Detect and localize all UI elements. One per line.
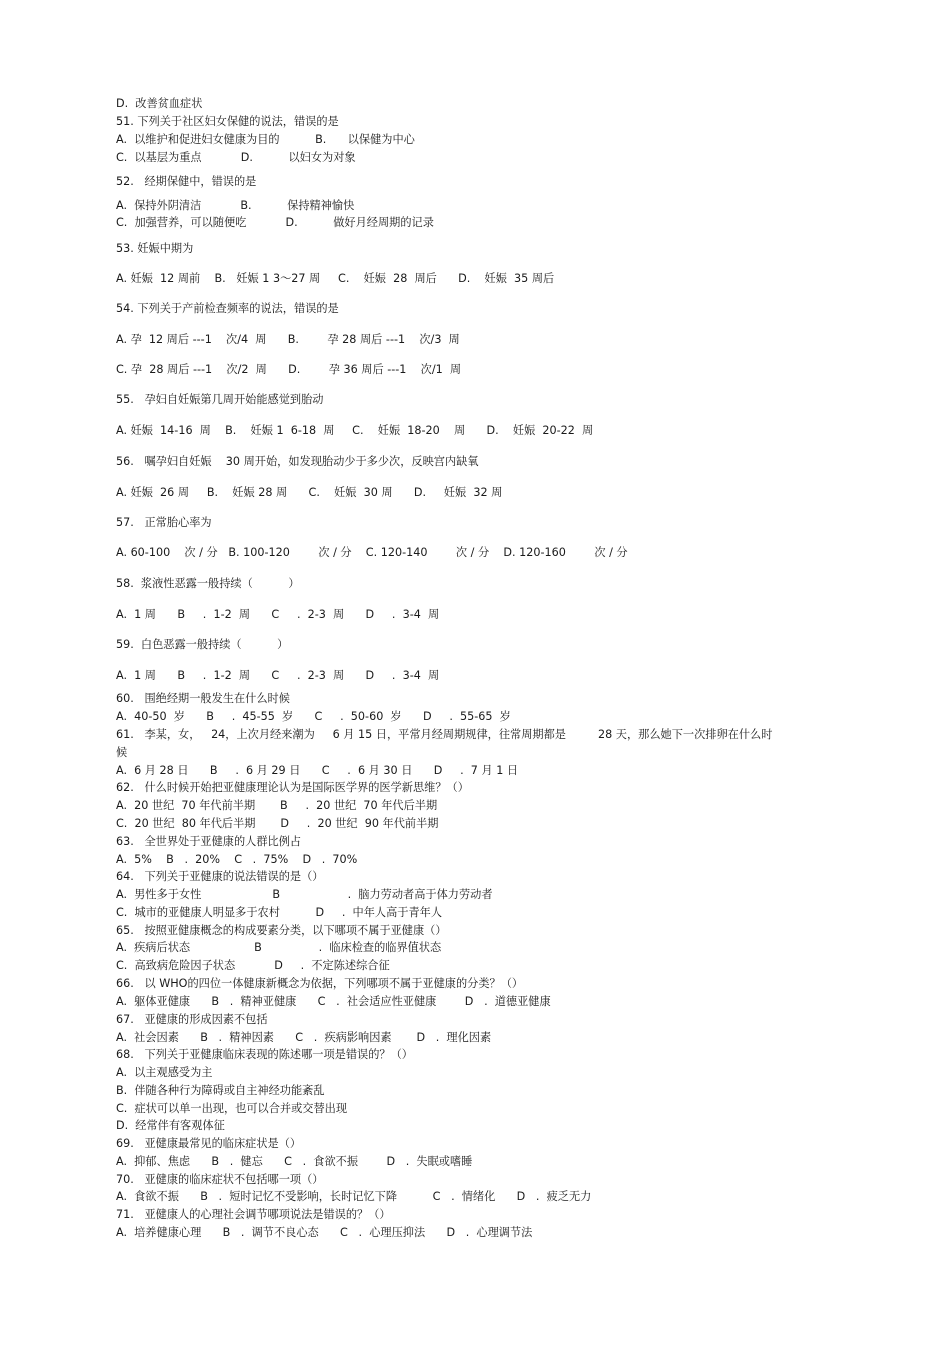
- question-55: 55. 孕妇自妊娠第几周开始能感觉到胎动: [116, 393, 324, 406]
- question-54: 54. 下列关于产前检查频率的说法，错误的是: [116, 302, 339, 315]
- options-71: A. 培养健康心理 B . 调节不良心态 C . 心理压抑法 D . 心理调节法: [116, 1226, 533, 1239]
- question-67: 67. 亚健康的形成因素不包括: [116, 1013, 268, 1026]
- question-53: 53. 妊娠中期为: [116, 242, 194, 255]
- option-68-a: A. 以主观感受为主: [116, 1066, 213, 1079]
- options-65-cd: C. 高致病危险因子状态 D . 不定陈述综合征: [116, 959, 390, 972]
- options-59: A. 1 周 B . 1-2 周 C . 2-3 周 D . 3-4 周: [116, 669, 440, 682]
- option-68-b: B. 伴随各种行为障碍或自主神经功能紊乱: [116, 1084, 325, 1097]
- options-70: A. 食欲不振 B . 短时记忆不受影响，长时记忆下降 C . 情绪化 D . 疲乏无力: [116, 1190, 592, 1203]
- options-62-cd: C. 20 世纪 80 年代后半期 D . 20 世纪 90 年代前半期: [116, 817, 439, 830]
- options-54-ab: A. 孕 12 周后 ---1 次/4 周 B. 孕 28 周后 ---1 次/3 周: [116, 333, 460, 346]
- options-51-ab: A. 以维护和促进妇女健康为目的 B. 以保健为中心: [116, 133, 415, 146]
- options-52-ab: A. 保持外阴清洁 B. 保持精神愉快: [116, 199, 355, 212]
- options-60: A. 40-50 岁 B . 45-55 岁 C . 50-60 岁 D . 55-65 岁: [116, 710, 511, 723]
- question-52: 52. 经期保健中，错误的是: [116, 175, 257, 188]
- question-65: 65. 按照亚健康概念的构成要素分类，以下哪项不属于亚健康（）: [116, 924, 447, 937]
- answer-d-50: D. 改善贫血症状: [116, 97, 203, 110]
- options-67: A. 社会因素 B . 精神因素 C . 疾病影响因素 D . 理化因素: [116, 1031, 492, 1044]
- options-52-cd: C. 加强营养，可以随便吃 D. 做好月经周期的记录: [116, 216, 434, 229]
- options-66: A. 躯体亚健康 B . 精神亚健康 C . 社会适应性亚健康 D . 道德亚健康: [116, 995, 551, 1008]
- options-64-cd: C. 城市的亚健康人明显多于农村 D . 中年人高于青年人: [116, 906, 443, 919]
- question-69: 69. 亚健康最常见的临床症状是（）: [116, 1137, 302, 1150]
- question-57: 57. 正常胎心率为: [116, 516, 212, 529]
- question-61: 61. 李某，女， 24，上次月经来潮为 6 月 15 日，平常月经周期规律，往常周期都是 28 天，那么她下一次排卵在什么时: [116, 728, 773, 741]
- question-71: 71. 亚健康人的心理社会调节哪项说法是错误的？（）: [116, 1208, 391, 1221]
- options-51-cd: C. 以基层为重点 D. 以妇女为对象: [116, 151, 356, 164]
- options-56: A. 妊娠 26 周 B. 妊娠 28 周 C. 妊娠 30 周 D. 妊娠 32 周: [116, 486, 503, 499]
- question-64: 64. 下列关于亚健康的说法错误的是（）: [116, 870, 324, 883]
- question-61-cont: 候: [116, 746, 128, 759]
- options-63: A. 5% B . 20% C . 75% D . 70%: [116, 853, 358, 866]
- question-59: 59. 白色恶露一般持续（ ）: [116, 638, 289, 651]
- options-54-cd: C. 孕 28 周后 ---1 次/2 周 D. 孕 36 周后 ---1 次/1 周: [116, 363, 462, 376]
- question-62: 62. 什么时候开始把亚健康理论认为是国际医学界的医学新思维？（）: [116, 781, 469, 794]
- question-58: 58. 浆液性恶露一般持续（ ）: [116, 577, 300, 590]
- options-61: A. 6 月 28 日 B . 6 月 29 日 C . 6 月 30 日 D . 7 月 1 日: [116, 764, 519, 777]
- question-63: 63. 全世界处于亚健康的人群比例占: [116, 835, 302, 848]
- question-70: 70. 亚健康的临床症状不包括哪一项（）: [116, 1173, 324, 1186]
- options-57: A. 60-100 次 / 分 B. 100-120 次 / 分 C. 120-140 次 / 分 D. 120-160 次 / 分: [116, 546, 628, 559]
- options-64-ab: A. 男性多于女性 B . 脑力劳动者高于体力劳动者: [116, 888, 493, 901]
- option-68-c: C. 症状可以单一出现，也可以合并或交替出现: [116, 1102, 348, 1115]
- options-55: A. 妊娠 14-16 周 B. 妊娠 1 6-18 周 C. 妊娠 18-20 周 D. 妊娠 20-22 周: [116, 424, 594, 437]
- options-58: A. 1 周 B . 1-2 周 C . 2-3 周 D . 3-4 周: [116, 608, 440, 621]
- question-68: 68. 下列关于亚健康临床表现的陈述哪一项是错误的？（）: [116, 1048, 413, 1061]
- options-53: A. 妊娠 12 周前 B. 妊娠 1 3～27 周 C. 妊娠 28 周后 D. 妊娠 35 周后: [116, 272, 555, 285]
- option-68-d: D. 经常伴有客观体征: [116, 1119, 225, 1132]
- question-66: 66. 以 WHO的四位一体健康新概念为依据，下列哪项不属于亚健康的分类？（）: [116, 977, 524, 990]
- question-51: 51. 下列关于社区妇女保健的说法，错误的是: [116, 115, 339, 128]
- options-62-ab: A. 20 世纪 70 年代前半期 B . 20 世纪 70 年代后半期: [116, 799, 438, 812]
- question-56: 56. 嘱孕妇自妊娠 30 周开始，如发现胎动少于多少次，反映宫内缺氧: [116, 455, 479, 468]
- question-60: 60. 围绝经期一般发生在什么时候: [116, 692, 290, 705]
- options-69: A. 抑郁、焦虑 B . 健忘 C . 食欲不振 D . 失眠或嗜睡: [116, 1155, 473, 1168]
- options-65-ab: A. 疾病后状态 B . 临床检查的临界值状态: [116, 941, 442, 954]
